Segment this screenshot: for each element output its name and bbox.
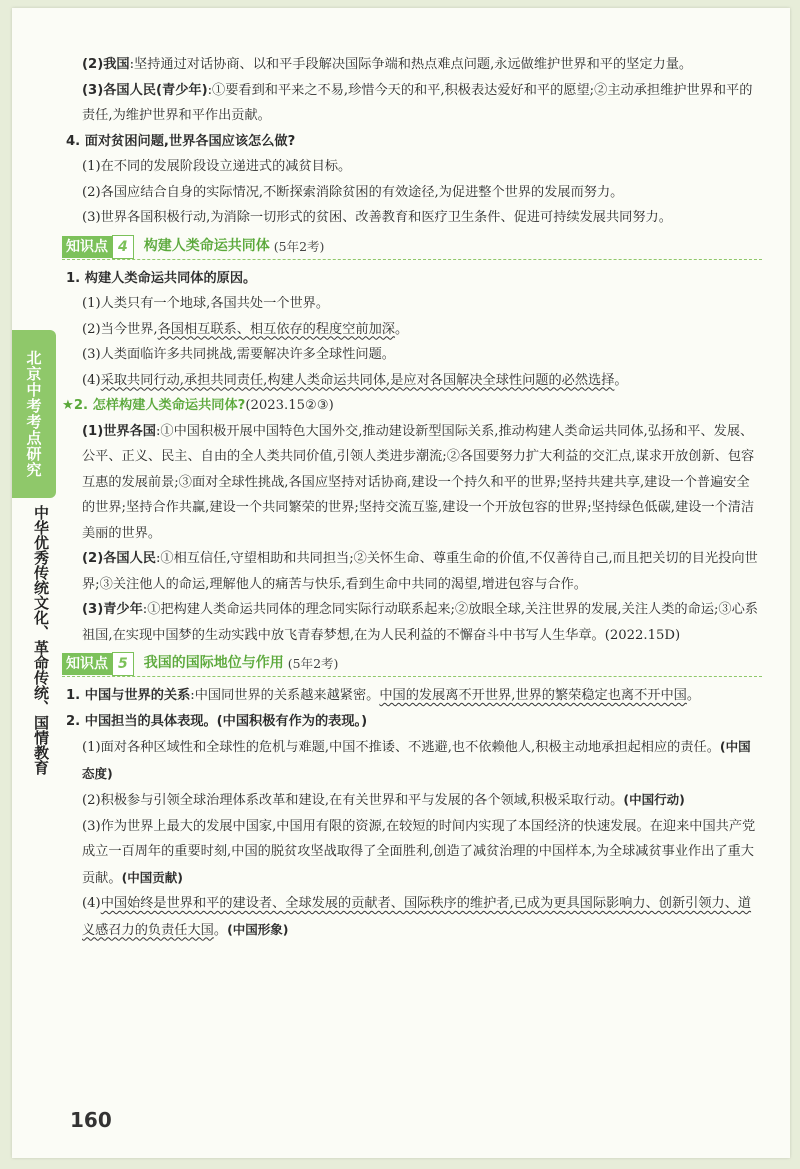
answer: (1)世界各国:①中国积极开展中国特色大国外交,推动建设新型国际关系,推动构建人类命运共同体,弘扬和平、发展、公平、正义、民主、自由的全人类共同价值,引领人类进步潮流;②各国要努力扩大利益的交汇点,谋求开放创新、包容互惠的发展前景;③面对全球性挑战,各国应坚持对话协商,建设一个持久和平的世界;坚持共建共享,建设一个普遍安全的世界;坚持合作共赢,建设一个共同繁荣的世界;坚持交流互鉴,建设一个开放包容的世界;坚持绿色低碳,建设一个清洁美丽的世界。: [82, 423, 755, 541]
wavy-highlight: 采取共同行动,承担共同责任,构建人类命运共同体,是应对各国解决全球性问题的必然选择: [100, 372, 615, 388]
answer: (2)各国人民:①相互信任,守望相助和共同担当;②关怀生命、尊重生命的价值,不仅善待自己,而且把关切的目光投向世界;③关注他人的命运,理解他人的痛苦与快乐,看到生命中共同的渴望,增进包容与合作。: [82, 551, 758, 592]
answer: (3)人类面临许多共同挑战,需要解决许多全球性问题。: [82, 347, 395, 362]
exam-count: (5年2考): [287, 656, 339, 672]
knowledge-point-badge: 知识点: [62, 653, 112, 675]
exam-count: (5年2考): [273, 238, 325, 254]
wavy-highlight: 中国的发展离不开世界,世界的繁荣稳定也离不开中国: [379, 688, 687, 703]
content: [62, 52, 762, 943]
answer: (3)世界各国积极行动,为消除一切形式的贫困、改善教育和医疗卫生条件、促进可持续发展共同努力。: [82, 210, 672, 225]
answer: (1)人类只有一个地球,各国共处一个世界。: [82, 296, 330, 311]
knowledge-point-header: [62, 652, 762, 677]
page-number: 160: [70, 1108, 112, 1132]
answer: (4)采取共同行动,承担共同责任,构建人类命运共同体,是应对各国解决全球性问题的必然选择。: [82, 372, 628, 388]
exam-source: (2023.15②③): [245, 398, 334, 413]
answer: (2)各国应结合自身的实际情况,不断探索消除贫困的有效途径,为促进整个世界的发展而努力。: [82, 184, 624, 200]
answer: (3)作为世界上最大的发展中国家,中国用有限的资源,在较短的时间内实现了本国经济的快速发展。在迎来中国共产党成立一百周年的重要时刻,中国的脱贫攻坚战取得了全面胜利,创造了减贫治理的中国样本,为全球减贫事业作出了重大贡献。(中国贡献): [82, 818, 756, 886]
answer-tag: (中国形象): [227, 921, 289, 937]
knowledge-point-badge: 知识点: [62, 236, 112, 258]
wavy-highlight: 中国始终是世界和平的建设者、全球发展的贡献者、国际秩序的维护者,已成为更具国际影响力、创新引领力、道义感召力的负责任大国: [82, 896, 752, 938]
wavy-highlight: 各国相互联系、相互依存的程度空前加深: [157, 321, 395, 337]
knowledge-point-title: 我国的国际地位与作用: [143, 655, 284, 672]
question: 1. 构建人类命运共同体的原因。: [66, 270, 257, 286]
answer: (1)在不同的发展阶段设立递进式的减贫目标。: [82, 159, 352, 174]
side-tab: 北京中考考点研究: [12, 330, 56, 498]
answer-tag: (中国行动): [623, 792, 685, 807]
knowledge-point-title: 构建人类命运共同体: [143, 237, 270, 254]
side-chapter-title: 中华优秀传统文化、革命传统、国情教育: [32, 505, 50, 775]
question: 2. 中国担当的具体表现。(中国积极有作为的表现。): [66, 713, 368, 729]
starred-question: ★2. 怎样构建人类命运共同体?(2023.15②③): [62, 398, 334, 413]
paragraph: (3)各国人民(青少年):①要看到和平来之不易,珍惜今天的和平,积极表达爱好和平的愿望;②主动承担维护世界和平的责任,为维护世界和平作出贡献。: [82, 82, 753, 123]
question: 4. 面对贫困问题,世界各国应该怎么做?: [66, 133, 296, 149]
knowledge-point-header: [62, 235, 762, 260]
knowledge-point-number: 5: [112, 652, 134, 676]
answer-tag: (中国态度): [82, 739, 751, 781]
answer: (2)当今世界,各国相互联系、相互依存的程度空前加深。: [82, 321, 409, 337]
question: 1. 中国与世界的关系:中国同世界的关系越来越紧密。中国的发展离不开世界,世界的繁荣稳定也离不开中国。: [66, 688, 701, 703]
answer: (2)积极参与引领全球治理体系改革和建设,在有关世界和平与发展的各个领域,积极采取行动。(中国行动): [82, 792, 685, 808]
answer-tag: (中国贡献): [121, 869, 183, 885]
answer: (4)中国始终是世界和平的建设者、全球发展的贡献者、国际秩序的维护者,已成为更具国际影响力、创新引领力、道义感召力的负责任大国。(中国形象): [82, 896, 752, 938]
knowledge-point-number: 4: [112, 235, 134, 259]
paragraph: (2)我国:坚持通过对话协商、以和平手段解决国际争端和热点难点问题,永远做维护世界和平的坚定力量。: [82, 57, 693, 72]
answer: (3)青少年:①把构建人类命运共同体的理念同实际行动联系起来;②放眼全球,关注世界的发展,关注人类的命运;③心系祖国,在实现中国梦的生动实践中放飞青春梦想,在为人民利益的不懈奋斗中书写人生华章。(2022.15D): [82, 602, 758, 643]
answer: (1)面对各种区域性和全球性的危机与难题,中国不推诿、不逃避,也不依赖他人,积极主动地承担起相应的责任。(中国态度): [82, 739, 751, 781]
